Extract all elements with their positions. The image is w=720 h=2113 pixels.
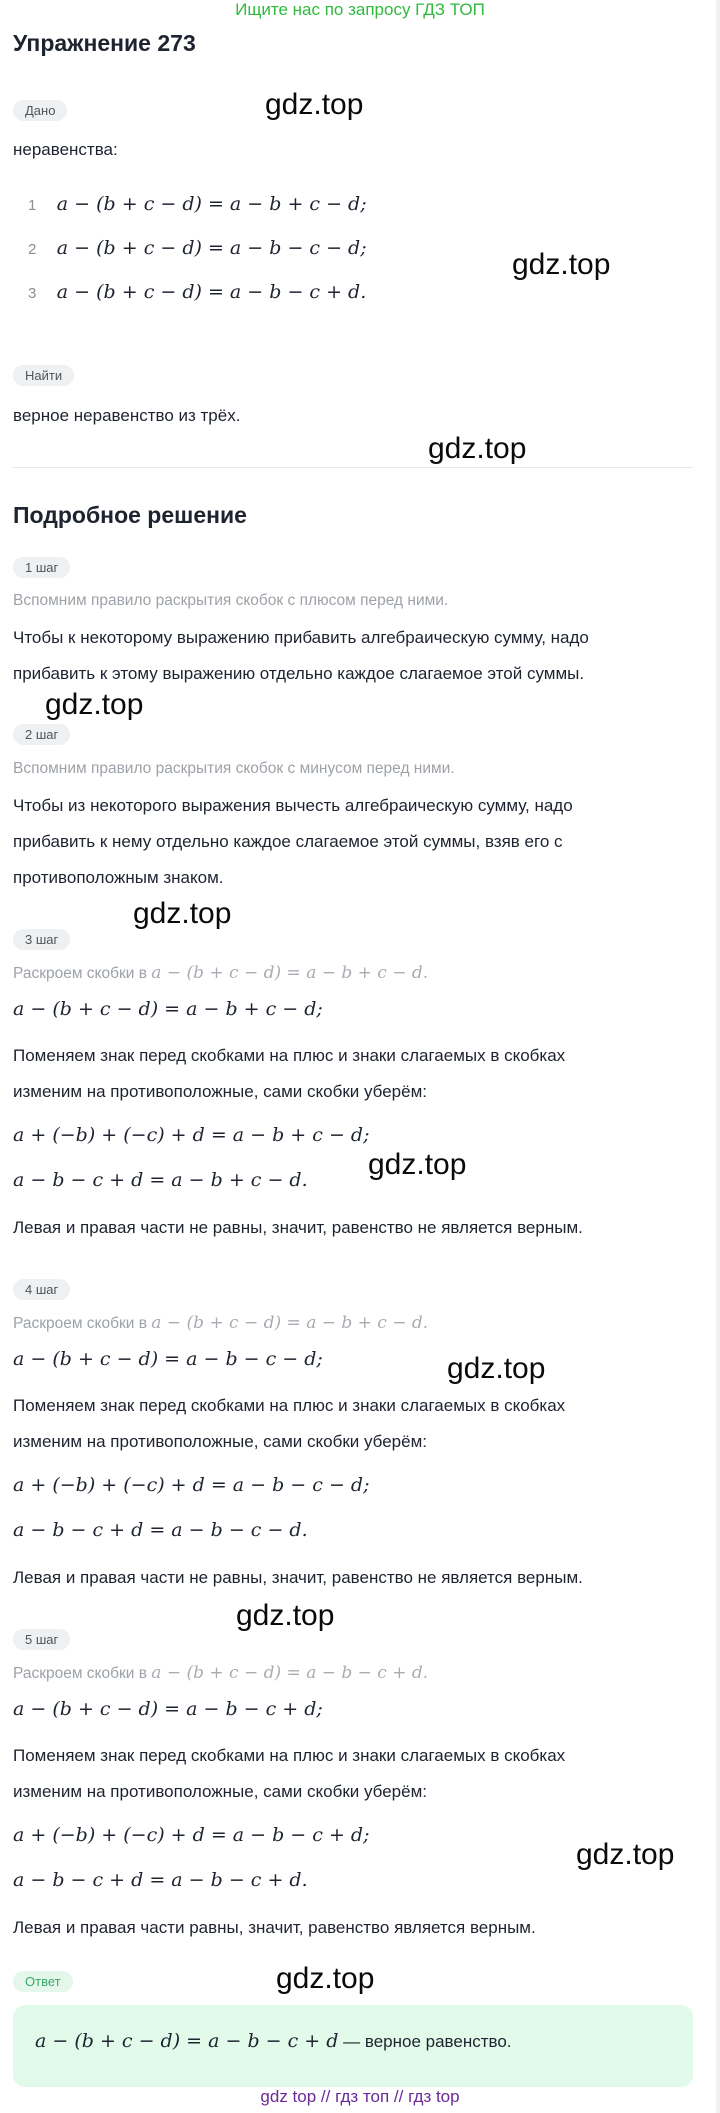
step-label: 2 шаг — [13, 724, 70, 745]
step-4-hint — [13, 1313, 428, 1333]
step-5-hint — [13, 1663, 428, 1683]
step-5-conclusion: Левая и правая части равны, значит, равенство является верным. — [13, 1918, 536, 1937]
item-number: 1 — [28, 197, 37, 214]
item-expression: a − (b + c − d) = a − b − c − d; — [56, 237, 367, 259]
find-text: верное неравенство из трёх. — [13, 406, 241, 425]
answer-badge — [13, 1971, 73, 1992]
watermark: gdz.top — [447, 1352, 546, 1385]
section-divider — [13, 467, 693, 468]
step-4-conclusion: Левая и правая части не равны, значит, равенство не является верным. — [13, 1568, 583, 1587]
watermark: gdz.top — [368, 1148, 467, 1181]
given-item-2 — [28, 237, 367, 259]
step-4-text-1: Поменяем знак перед скобками на плюс и знаки слагаемых в скобках — [13, 1396, 566, 1415]
step-5-equation-2: a − b − c + d = a − b − c + d. — [13, 1869, 308, 1891]
step-5-badge — [13, 1629, 70, 1650]
step-1-hint: Вспомним правило раскрытия скобок с плюсом перед ними. — [13, 592, 449, 609]
step-5-equation-1: a + (−b) + (−c) + d = a − b − c + d; — [13, 1824, 370, 1846]
step-2-line-3: противоположным знаком. — [13, 868, 224, 887]
watermark: gdz.top — [428, 432, 527, 465]
hint-expression: a − (b + c − d) = a − b + c − d. — [151, 1313, 429, 1333]
step-2-line-1: Чтобы из некоторого выражения вычесть алгебраическую сумму, надо — [13, 796, 573, 815]
step-label: 1 шаг — [13, 557, 70, 578]
watermark: gdz.top — [236, 1599, 335, 1632]
step-4-equation-2: a − b − c + d = a − b − c − d. — [13, 1519, 308, 1541]
step-label: 5 шаг — [13, 1629, 70, 1650]
watermark: gdz.top — [276, 1962, 375, 1995]
step-5-text-2: изменим на противоположные, сами скобки уберём: — [13, 1782, 428, 1801]
watermark: gdz.top — [576, 1838, 675, 1871]
step-label: 3 шаг — [13, 929, 70, 950]
step-4-text-2: изменим на противоположные, сами скобки уберём: — [13, 1432, 428, 1451]
step-1-line-1: Чтобы к некоторому выражению прибавить алгебраическую сумму, надо — [13, 628, 589, 647]
watermark: gdz.top — [45, 688, 144, 721]
step-4-equation-1: a + (−b) + (−c) + d = a − b − c − d; — [13, 1474, 370, 1496]
hint-expression: a − (b + c − d) = a − b − c + d. — [151, 1663, 429, 1683]
step-5-equation-0: a − (b + c − d) = a − b − c + d; — [13, 1698, 323, 1720]
given-badge — [13, 100, 67, 121]
step-2-hint: Вспомним правило раскрытия скобок с минусом перед ними. — [13, 760, 455, 777]
step-3-equation-0: a − (b + c − d) = a − b + c − d; — [13, 998, 323, 1020]
page-edge — [716, 0, 720, 2113]
step-4-equation-0: a − (b + c − d) = a − b − c − d; — [13, 1348, 323, 1370]
step-3-conclusion: Левая и правая части не равны, значит, равенство не является верным. — [13, 1218, 583, 1237]
watermark: gdz.top — [133, 897, 232, 930]
solution-title: Подробное решение — [13, 502, 247, 528]
hint-prefix: Раскроем скобки в — [13, 965, 147, 982]
hint-prefix: Раскроем скобки в — [13, 1665, 147, 1682]
given-intro: неравенства: — [13, 140, 118, 159]
answer-text: — верное равенство. — [338, 2032, 512, 2051]
footer-links[interactable]: gdz top // гдз топ // гдз top — [260, 2087, 460, 2106]
answer-label: Ответ — [13, 1971, 73, 1992]
given-item-1 — [28, 193, 367, 215]
step-3-equation-1: a + (−b) + (−c) + d = a − b + c − d; — [13, 1124, 370, 1146]
step-1-line-2: прибавить к этому выражению отдельно каждое слагаемое этой суммы. — [13, 664, 585, 683]
step-2-badge — [13, 724, 70, 745]
step-3-text-1: Поменяем знак перед скобками на плюс и знаки слагаемых в скобках — [13, 1046, 566, 1065]
promo-banner[interactable]: Ищите нас по запросу ГДЗ ТОП — [235, 0, 485, 19]
page-title: Упражнение 273 — [13, 30, 196, 56]
item-number: 3 — [28, 285, 37, 302]
step-label: 4 шаг — [13, 1279, 70, 1300]
step-1-badge — [13, 557, 70, 578]
step-3-text-2: изменим на противоположные, сами скобки уберём: — [13, 1082, 428, 1101]
item-expression: a − (b + c − d) = a − b − c + d. — [56, 281, 367, 303]
item-expression: a − (b + c − d) = a − b + c − d; — [56, 193, 367, 215]
watermark: gdz.top — [265, 88, 364, 121]
watermark: gdz.top — [512, 248, 611, 281]
hint-prefix: Раскроем скобки в — [13, 1315, 147, 1332]
step-3-badge — [13, 929, 70, 950]
step-3-hint — [13, 963, 428, 983]
step-5-text-1: Поменяем знак перед скобками на плюс и знаки слагаемых в скобках — [13, 1746, 566, 1765]
given-item-3 — [28, 281, 366, 303]
find-label: Найти — [13, 365, 74, 386]
item-number: 2 — [28, 241, 37, 258]
step-2-line-2: прибавить к нему отдельно каждое слагаемое этой суммы, взяв его с — [13, 832, 563, 851]
find-badge — [13, 365, 74, 386]
answer-expression: a − (b + c − d) = a − b − c + d — [35, 2030, 339, 2052]
given-label: Дано — [13, 100, 67, 121]
hint-expression: a − (b + c − d) = a − b + c − d. — [151, 963, 429, 983]
step-3-equation-2: a − b − c + d = a − b + c − d. — [13, 1169, 308, 1191]
answer-line — [35, 2030, 512, 2052]
step-4-badge — [13, 1279, 70, 1300]
